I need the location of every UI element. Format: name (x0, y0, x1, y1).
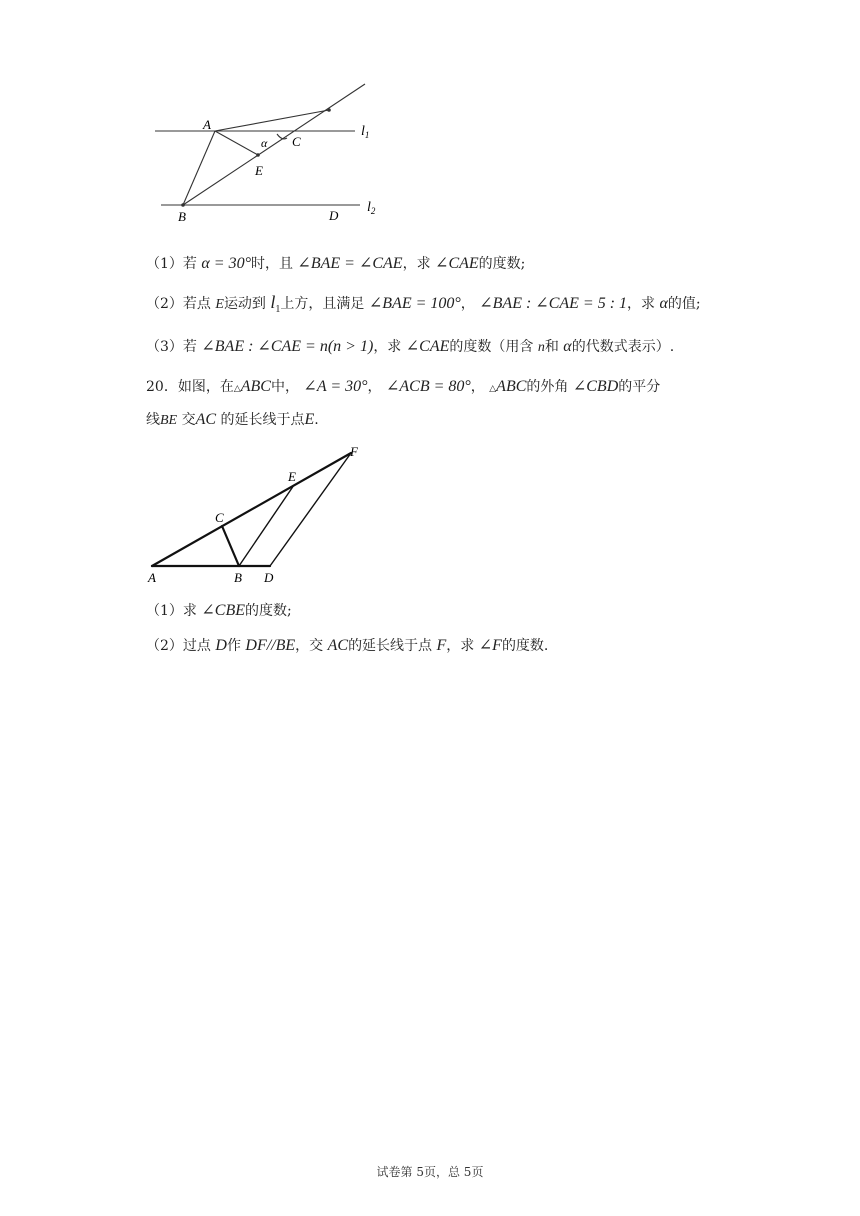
segment-A-top (215, 110, 329, 131)
fig1-label-E: E (255, 163, 263, 178)
figure-triangle-abc (140, 440, 370, 590)
q19-part1: （1）若 α = 30°时，且 ∠BAE = ∠CAE，求 ∠CAE的度数; (146, 255, 526, 272)
q20-question-line2: 线BE 交AC 的延长线于点E. (146, 411, 319, 428)
q19-part2: （2）若点 E运动到 $l_1$上方，且满足 ∠BAE = 100°， ∠BAE : ∠CAE = 5 : 1，求 α的值; (146, 292, 701, 315)
fig2-label-B: B (234, 570, 242, 585)
fig1-label-D: D (329, 208, 339, 223)
segment-AE (215, 131, 258, 155)
fig1-label-A: A (203, 117, 211, 132)
fig1-label-l2: $l_2$ (367, 200, 376, 216)
ray-BC (183, 84, 365, 205)
segment-CB (222, 526, 239, 566)
fig1-label-C: C (292, 134, 301, 149)
q20-question-line1: 20．如图，在△ABC中， ∠A = 30°， ∠ACB = 80°， △ABC的外角 ∠CBD的平分 (146, 378, 661, 395)
fig2-label-A: A (148, 570, 156, 585)
fig2-label-E: E (288, 469, 296, 484)
fig2-label-F: F (350, 444, 358, 459)
q19-part3: （3）若 ∠BAE : ∠CAE = n(n > 1)，求 ∠CAE的度数（用含 n和 α的代数式表示）. (146, 338, 675, 355)
q20-part1: （1）求 ∠CBE的度数; (146, 602, 292, 619)
segment-BE (239, 485, 294, 566)
fig1-label-alpha: α (261, 136, 268, 150)
fig1-label-l1: $l_1$ (361, 124, 370, 140)
fig2-label-C: C (215, 510, 224, 525)
q20-part2: （2）过点 D作 DF//BE，交 AC的延长线于点 F，求 ∠F的度数. (146, 637, 549, 654)
figure-parallel-lines (145, 75, 395, 230)
segment-DF (270, 453, 351, 566)
fig1-label-B: B (178, 209, 186, 224)
segment-AF (152, 453, 351, 566)
fig2-label-D: D (264, 570, 274, 585)
page-footer: 试卷第 5页，总 5页 (376, 1165, 484, 1179)
